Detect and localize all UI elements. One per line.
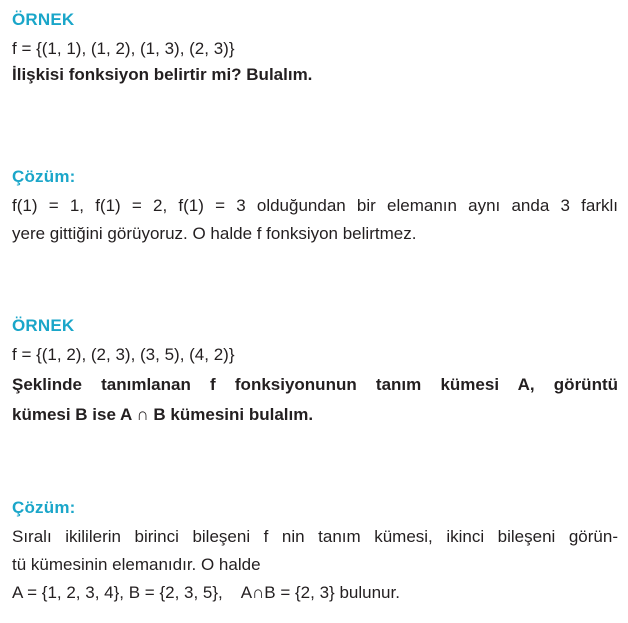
- example-2-heading: ÖRNEK: [12, 316, 75, 335]
- example-2-set: f = {(1, 2), (2, 3), (3, 5), (4, 2)}: [12, 345, 235, 364]
- solution-1-line-2: yere gittiğini görüyoruz. O halde f fonksiyon belirtmez.: [12, 224, 417, 243]
- example-2-question-line-2: kümesi B ise A ∩ B kümesini bulalım.: [12, 405, 314, 424]
- example-1: [12, 10, 618, 88]
- solution-2-heading: Çözüm:: [12, 498, 76, 517]
- example-2-question-line-1: Şeklinde tanımlanan f fonksiyonunun tanım kümesi A, görüntü: [12, 375, 618, 394]
- example-1-question: İlişkisi fonksiyon belirtir mi? Bulalım.: [12, 65, 313, 84]
- solution-1: [12, 167, 618, 247]
- solution-2-line-1: Sıralı ikililerin birinci bileşeni f nin tanım kümesi, ikinci bileşeni görün-: [12, 527, 618, 546]
- example-2: [12, 316, 618, 428]
- example-1-heading: ÖRNEK: [12, 10, 75, 29]
- solution-2: [12, 498, 618, 606]
- solution-1-line-1: f(1) = 1, f(1) = 2, f(1) = 3 olduğundan bir elemanın aynı anda 3 farklı: [12, 196, 618, 215]
- example-1-set: f = {(1, 1), (1, 2), (1, 3), (2, 3)}: [12, 39, 235, 58]
- solution-2-line-2: tü kümesinin elemanıdır. O halde: [12, 555, 261, 574]
- solution-2-line-3: A = {1, 2, 3, 4}, B = {2, 3, 5}, A∩B = {2, 3} bulunur.: [12, 583, 400, 602]
- solution-1-heading: Çözüm:: [12, 167, 76, 186]
